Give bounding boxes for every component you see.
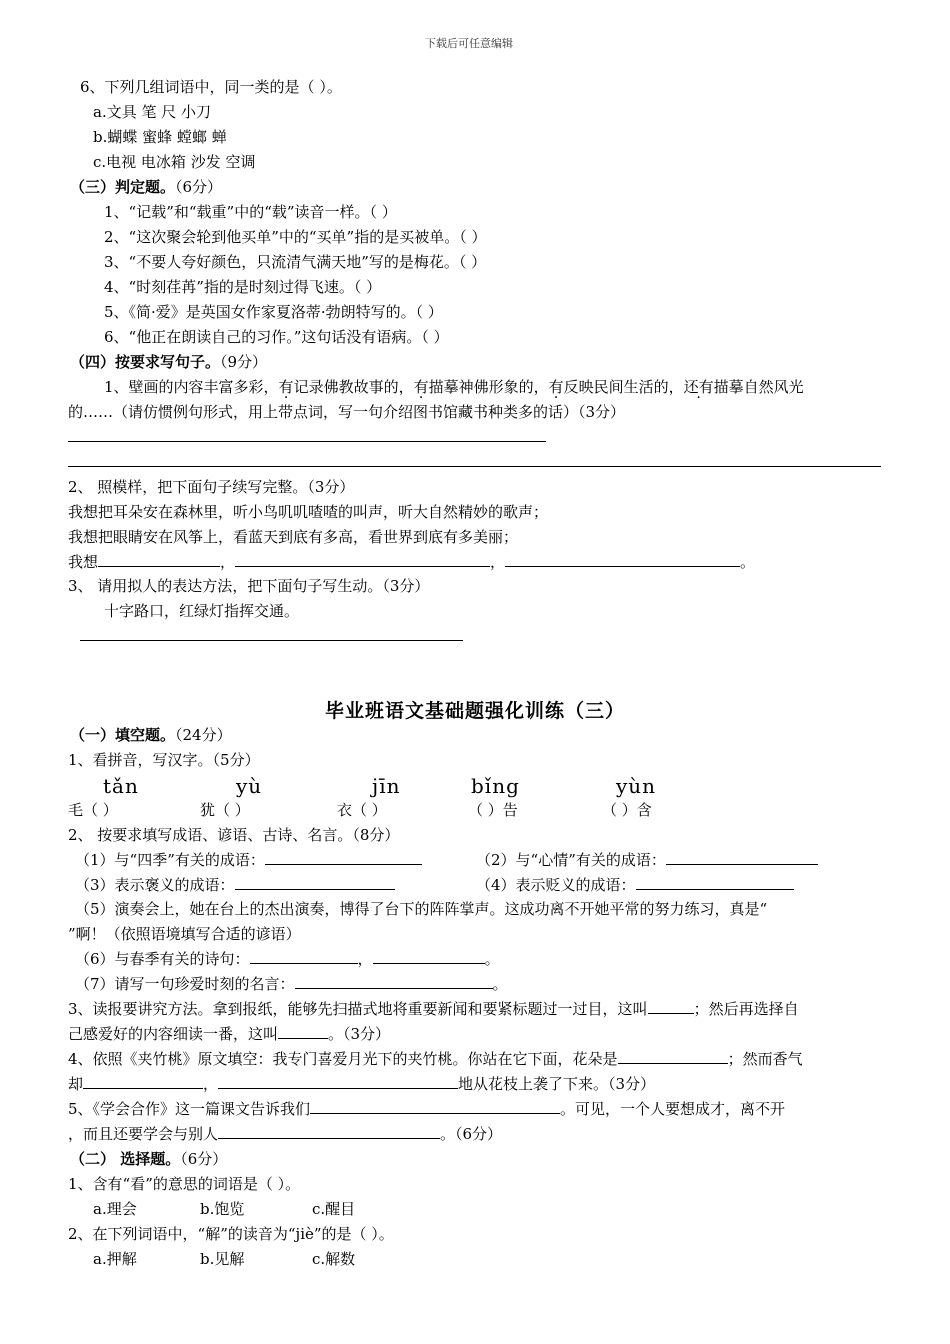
q3b-text: 己感爱好的内容细读一番，这叫 [68, 1025, 279, 1043]
answer-line[interactable] [80, 640, 463, 641]
answer-blank[interactable] [235, 552, 490, 567]
rewrite-q1-line2: 的……（请仿惯例句形式，用上带点词，写一句介绍图书馆藏书种类多的话）（3分） [68, 403, 626, 421]
q6-stem: 6、下列几组词语中，同一类的是（ ）。 [80, 78, 342, 96]
answer-line[interactable] [68, 441, 546, 442]
answer-blank[interactable] [278, 1024, 328, 1039]
page-header: 下载后可任意编辑 [425, 37, 513, 50]
rewrite-score: （9分） [220, 353, 268, 371]
fill-score: （24分） [175, 726, 232, 744]
choice-q1-opt-c: c.醒目 [312, 1200, 356, 1218]
fill-q2-1 [75, 850, 422, 870]
judge-item-2: 2、“这次聚会轮到他买单”中的“买单”指的是买被单。（ ） [104, 228, 487, 246]
comma: ， [220, 553, 236, 571]
q2-4-label: （4）表示贬义的成语： [476, 876, 636, 894]
choice-score: （6分） [180, 1150, 228, 1168]
fill-q3a [68, 999, 799, 1019]
fill-q1: 1、看拼音，写汉字。（5分） [68, 751, 260, 769]
rewrite-q2-example-2: 我想把眼睛安在风筝上，看蓝天到底有多高，看世界到底有多美丽； [68, 528, 519, 546]
hanzi-blank-5[interactable]: （ ）含 [602, 801, 652, 819]
answer-blank[interactable] [218, 1074, 458, 1089]
answer-blank[interactable] [83, 1074, 203, 1089]
q3a-text: 3、读报要讲究方法。拿到报纸，能够先扫描式地将重要新闻和要紧标题过一过目，这叫 [68, 1000, 648, 1018]
fill-start: 我想 [68, 553, 99, 571]
choice-q2-opt-b: b.见解 [200, 1250, 245, 1268]
answer-blank[interactable] [648, 999, 694, 1014]
answer-blank[interactable] [373, 949, 485, 964]
rewrite-q2: 2、 照模样，把下面句子续写完整。（3分） [68, 478, 355, 496]
pinyin-1: tǎn [103, 774, 139, 798]
answer-line[interactable] [68, 466, 881, 467]
hanzi-blank-3[interactable]: 衣（ ） [337, 801, 387, 819]
fill-q2-2 [476, 850, 818, 870]
answer-blank[interactable] [250, 949, 358, 964]
fill-q2: 2、 按要求填写成语、谚语、古诗、名言。（8分） [68, 826, 400, 844]
answer-blank[interactable] [618, 1049, 728, 1064]
q3b-end: 。（3分） [328, 1025, 391, 1043]
q1-seg: 反映民间生活的， [563, 378, 684, 396]
q4a-text: 4、依照《夹竹桃》原文填空：我专门喜爱月光下的夹竹桃。你站在它下面，花朵是 [68, 1050, 618, 1068]
dotted-word: 有 [413, 378, 429, 396]
pinyin-3: jīn [372, 774, 401, 798]
q3a-end: ；然后再选择自 [693, 1000, 799, 1018]
fill-q5b [68, 1124, 502, 1144]
comma: ， [357, 950, 373, 968]
rewrite-q3-sentence: 十字路口，红绿灯指挥交通。 [104, 602, 300, 620]
answer-blank[interactable] [310, 1099, 560, 1114]
pinyin-5: yùn [616, 774, 657, 798]
hanzi-blank-1[interactable]: 毛（ ） [68, 801, 118, 819]
rewrite-q2-fill [68, 552, 755, 572]
choice-q1: 1、含有“看”的意思的词语是（ ）。 [68, 1175, 301, 1193]
q6-option-b: b.蝴蝶 蜜蜂 螳螂 蝉 [93, 128, 227, 146]
comma: ， [203, 1075, 219, 1093]
q1-seg: 记录佛教故事的， [293, 378, 414, 396]
judge-item-5: 5、《简·爱》是英国女作家夏洛蒂·勃朗特写的。（ ） [104, 303, 443, 321]
q1-seg: 描摹自然风光 [713, 378, 804, 396]
fill-q4a [68, 1049, 803, 1069]
q5a-text: 5、《学会合作》这一篇课文告诉我们 [68, 1100, 311, 1118]
answer-blank[interactable] [505, 552, 740, 567]
rewrite-q2-example-1: 我想把耳朵安在森林里，听小鸟叽叽喳喳的叫声，听大自然精妙的歌声； [68, 503, 549, 521]
q6-option-c: c.电视 电冰箱 沙发 空调 [93, 153, 256, 171]
rewrite-q3: 3、 请用拟人的表达方法，把下面句子写生动。（3分） [68, 577, 430, 595]
pinyin-2: yù [236, 774, 263, 798]
rewrite-q1-line1 [104, 377, 804, 397]
dotted-word: 有 [548, 378, 564, 396]
hanzi-blank-4[interactable]: （ ）告 [468, 801, 518, 819]
choice-q1-opt-b: b.饱览 [200, 1200, 245, 1218]
worksheet-title: 毕业班语文基础题强化训练（三） [325, 700, 626, 722]
rewrite-heading [70, 352, 267, 372]
answer-blank[interactable] [636, 875, 794, 890]
q2-1-label: （1）与“四季”有关的成语： [75, 851, 265, 869]
judge-score: （6分） [175, 178, 223, 196]
answer-blank[interactable] [265, 850, 422, 865]
choice-heading-text: （二） 选择题。 [70, 1150, 181, 1168]
pinyin-4: bǐng [471, 774, 520, 798]
answer-blank[interactable] [218, 1124, 440, 1139]
judge-heading [70, 177, 222, 197]
q5b-end: 。（6分） [440, 1125, 503, 1143]
fill-q4b [68, 1074, 655, 1094]
dotted-word: 有 [278, 378, 294, 396]
choice-heading [70, 1149, 227, 1169]
q4b-text: 却 [68, 1075, 84, 1093]
q2-7-label: （7）请写一句珍爱时刻的名言： [75, 975, 295, 993]
fill-heading-text: （一）填空题。 [70, 726, 176, 744]
fill-q2-6 [75, 949, 500, 969]
q5a-end: 。可见，一个人要想成才，离不开 [560, 1100, 786, 1118]
choice-q2: 2、在下列词语中，“解”的读音为“jiè”的是（ ）。 [68, 1225, 394, 1243]
period: 。 [740, 553, 756, 571]
q5b-text: ，而且还要学会与别人 [68, 1125, 219, 1143]
answer-blank[interactable] [666, 850, 818, 865]
fill-q2-4 [476, 875, 794, 895]
q1-seg: 描摹神佛形象的， [428, 378, 549, 396]
judge-heading-text: （三）判定题。 [70, 178, 176, 196]
period: 。 [492, 975, 508, 993]
q4a-end: ；然而香气 [727, 1050, 803, 1068]
rewrite-heading-text: （四）按要求写句子。 [70, 353, 221, 371]
fill-q2-5b: ”啊！（依照语境填写合适的谚语） [68, 925, 301, 943]
fill-heading [70, 725, 232, 745]
judge-item-6: 6、“他正在朗读自己的习作。”这句话没有语病。（ ） [104, 328, 449, 346]
q2-3-label: （3）表示褒义的成语： [75, 876, 235, 894]
q1-seg: 1、壁画的内容丰富多彩， [104, 378, 279, 396]
fill-q2-3 [75, 875, 395, 895]
judge-item-1: 1、“记载”和“载重”中的“载”读音一样。（ ） [104, 203, 397, 221]
q2-2-label: （2）与“心情”有关的成语： [476, 851, 666, 869]
answer-blank[interactable] [235, 875, 395, 890]
period: 。 [484, 950, 500, 968]
q6-option-a: a.文具 笔 尺 小刀 [93, 103, 212, 121]
fill-q5a [68, 1099, 785, 1119]
judge-item-4: 4、“时刻荏苒”指的是时刻过得飞速。（ ） [104, 278, 382, 296]
choice-q2-opt-a: a.押解 [93, 1250, 137, 1268]
fill-q2-5a: （5）演奏会上，她在台上的杰出演奏，博得了台下的阵阵掌声。这成功离不开她平常的努力练习，真是“ [75, 900, 768, 918]
answer-blank[interactable] [295, 974, 493, 989]
q2-6-label: （6）与春季有关的诗句： [75, 950, 250, 968]
dotted-word: 还有 [683, 378, 714, 396]
answer-blank[interactable] [98, 552, 220, 567]
fill-q2-7 [75, 974, 508, 994]
q4b-end: 地从花枝上袭了下来。（3分） [458, 1075, 656, 1093]
choice-q2-opt-c: c.解数 [312, 1250, 356, 1268]
fill-q3b [68, 1024, 390, 1044]
hanzi-blank-2[interactable]: 犹（ ） [200, 801, 250, 819]
choice-q1-opt-a: a.理会 [93, 1200, 137, 1218]
judge-item-3: 3、“不要人夸好颜色，只流清气满天地”写的是梅花。（ ） [104, 253, 487, 271]
comma: ， [490, 553, 506, 571]
